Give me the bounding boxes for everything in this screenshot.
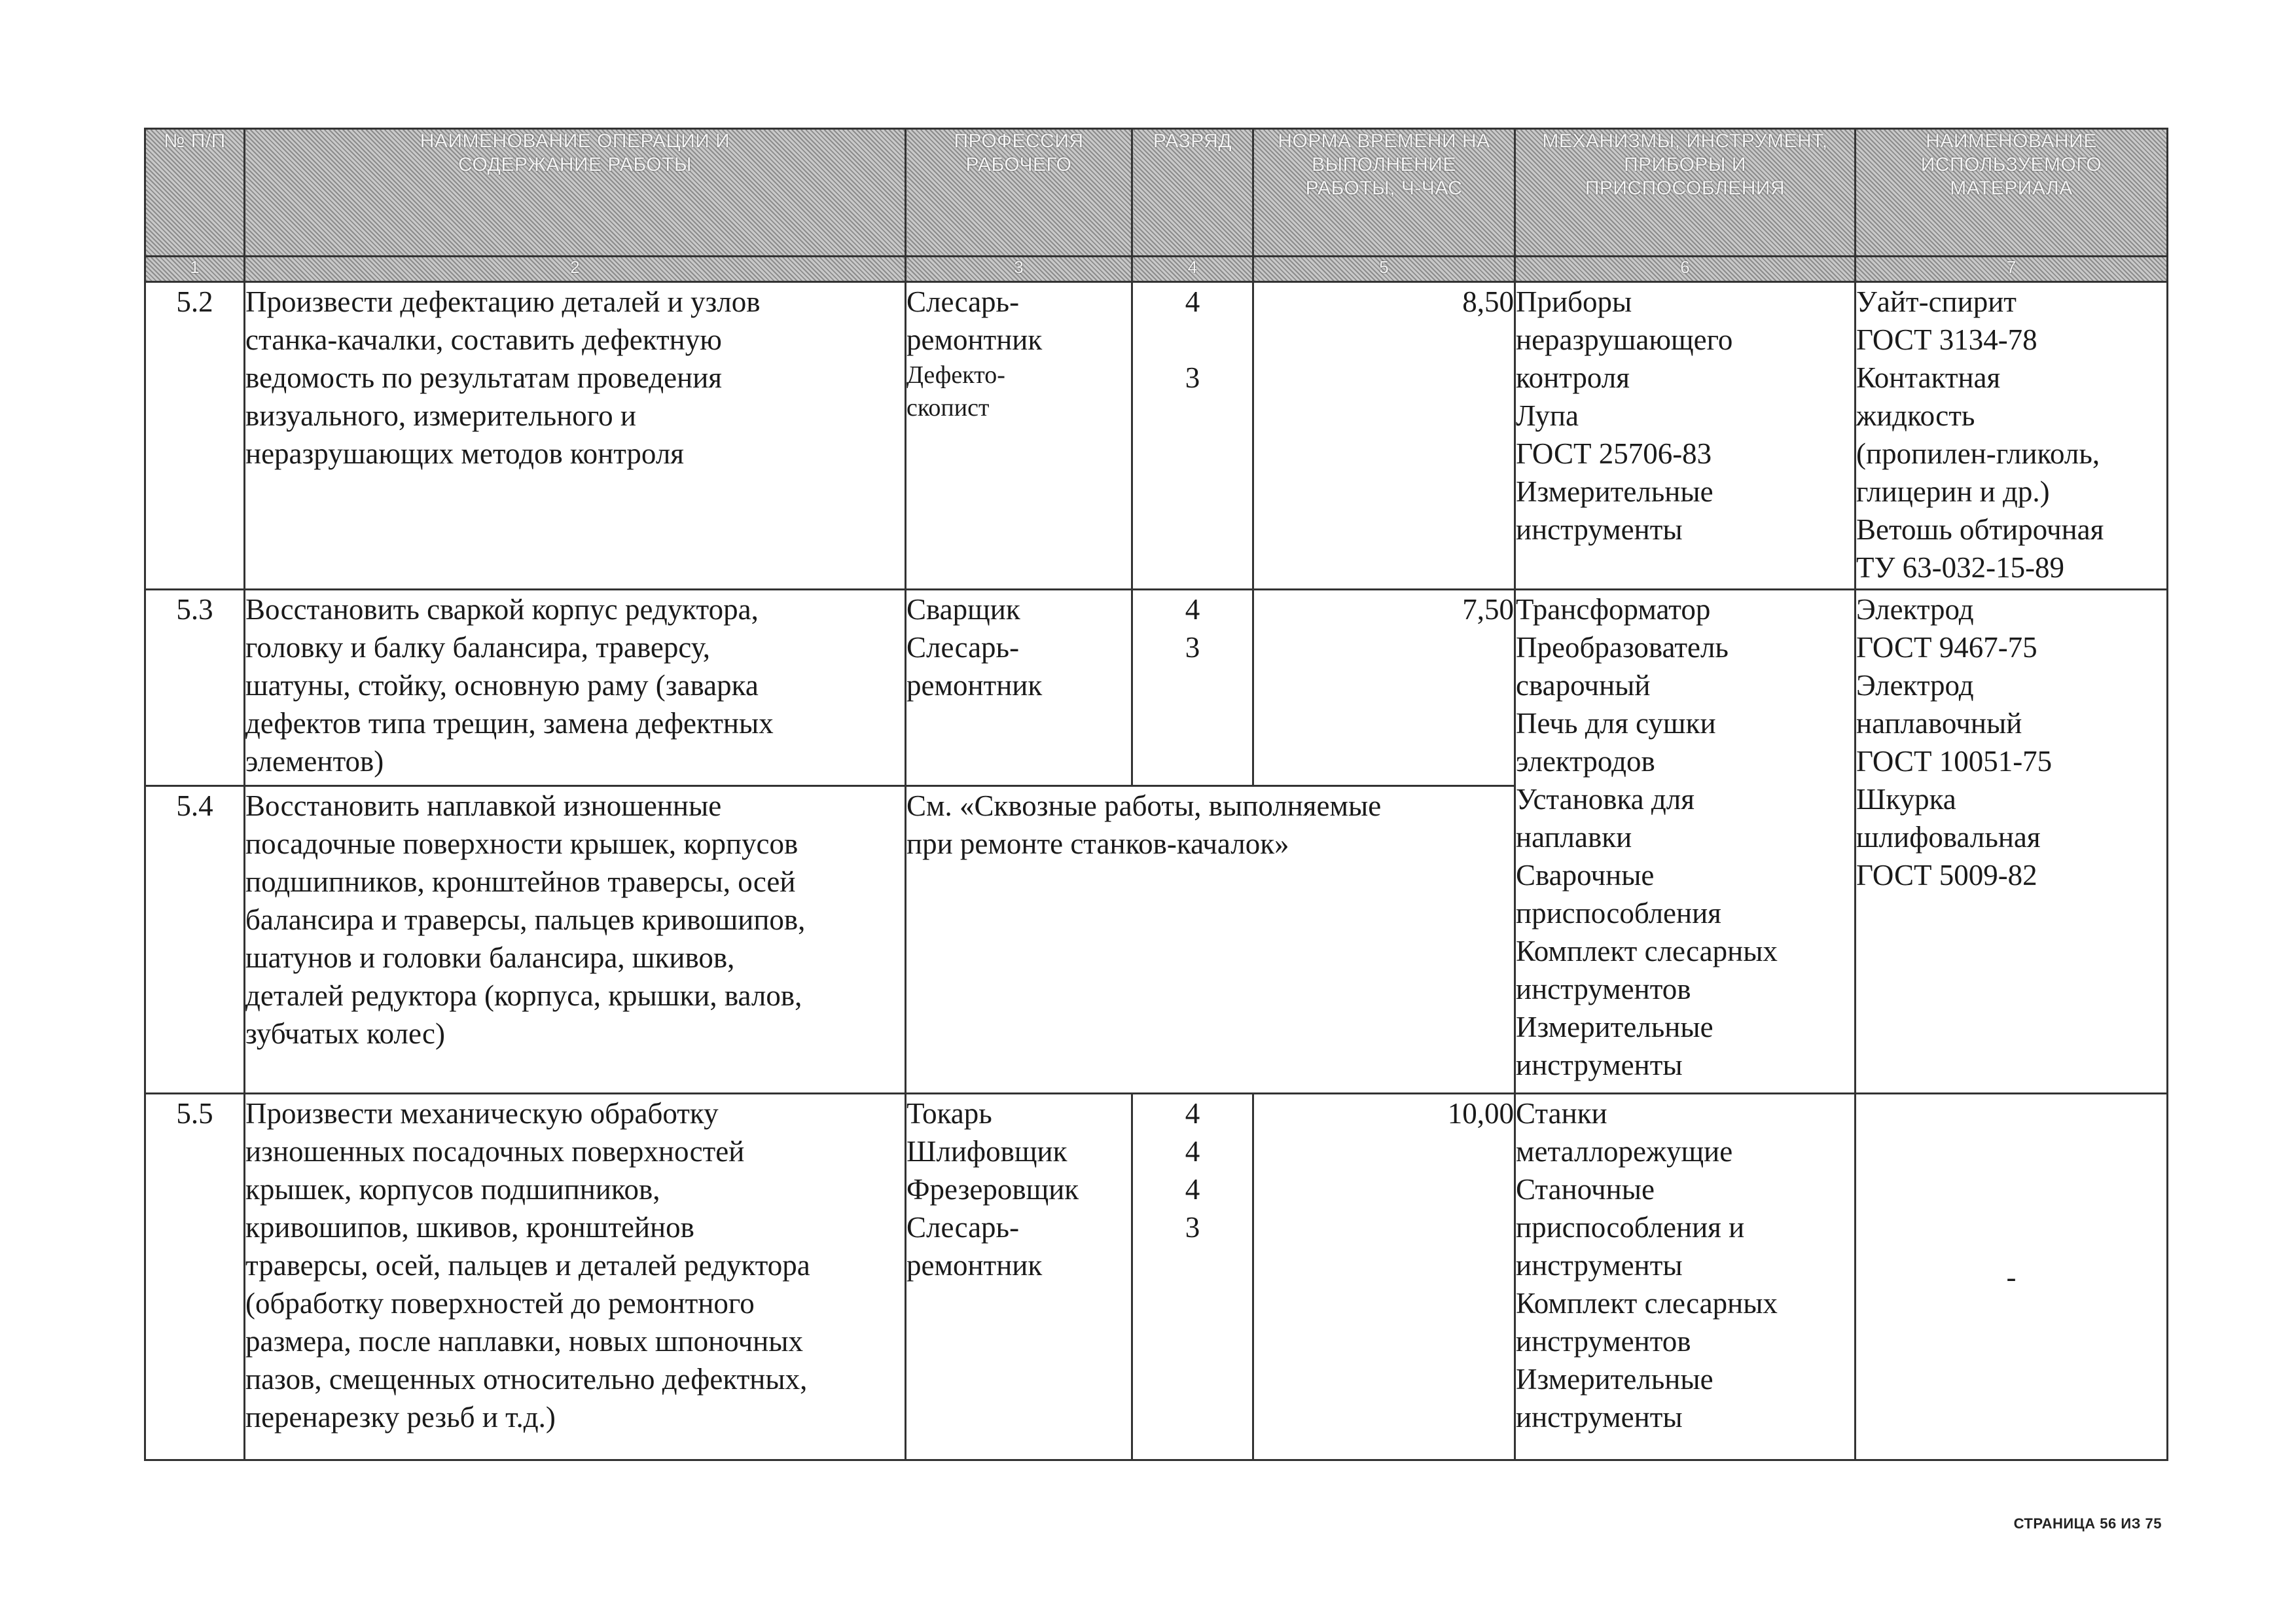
operations-table — [144, 128, 2168, 1461]
worker-rank: 4 3 — [1132, 282, 1253, 590]
column-number: 5 — [1253, 257, 1515, 282]
tools-list: Приборы неразрушающего контроля Лупа ГОСТ 25706-83 Измерительные инструменты — [1515, 282, 1856, 590]
column-number: 2 — [245, 257, 906, 282]
time-norm: 7,50 — [1253, 590, 1515, 786]
header-rank: РАЗРЯД — [1132, 129, 1253, 257]
header-norm: НОРМА ВРЕМЕНИ НА ВЫПОЛНЕНИЕ РАБОТЫ, Ч-ЧАС — [1253, 129, 1515, 257]
tools-list: Станки металлорежущие Станочные приспособления и инструменты Комплект слесарных инструментов Измерительные инструменты — [1515, 1094, 1856, 1460]
materials-list — [1856, 1094, 2168, 1460]
column-number: 4 — [1132, 257, 1253, 282]
row-number: 5.2 — [145, 282, 245, 590]
operation-description: Восстановить сваркой корпус редуктора, головку и балку балансира, траверсу, шатуны, стойку, основную раму (заварка дефектов типа трещин, замена дефектных элементов) — [245, 590, 906, 786]
worker-profession: Токарь Шлифовщик Фрезеровщик Слесарь- ремонтник — [906, 1094, 1132, 1460]
materials-list: Уайт-спирит ГОСТ 3134-78 Контактная жидкость (пропилен-гликоль, глицерин и др.) Ветошь обтирочная ТУ 63-032-15-89 — [1856, 282, 2168, 590]
operations-table-wrap — [144, 128, 2166, 1461]
row-number: 5.5 — [145, 1094, 245, 1460]
table-row-5-5 — [145, 1094, 2168, 1460]
column-number: 3 — [906, 257, 1132, 282]
cross-reference-note: См. «Сквозные работы, выполняемые при ремонте станков-качалок» — [906, 786, 1515, 1094]
column-number-row — [145, 257, 2168, 282]
row-number: 5.4 — [145, 786, 245, 1094]
materials-list: Электрод ГОСТ 9467-75 Электрод наплавочный ГОСТ 10051-75 Шкурка шлифовальная ГОСТ 5009-82 — [1856, 590, 2168, 1094]
header-operation: НАИМЕНОВАНИЕ ОПЕРАЦИИ И СОДЕРЖАНИЕ РАБОТЫ — [245, 129, 906, 257]
time-norm: 10,00 — [1253, 1094, 1515, 1460]
worker-profession: Слесарь- ремонтник Дефекто- скопист — [906, 282, 1132, 590]
time-norm: 8,50 — [1253, 282, 1515, 590]
worker-profession: Сварщик Слесарь- ремонтник — [906, 590, 1132, 786]
worker-rank: 4 4 4 3 — [1132, 1094, 1253, 1460]
header-num: № П/П — [145, 129, 245, 257]
worker-rank: 4 3 — [1132, 590, 1253, 786]
header-row — [145, 129, 2168, 257]
table-row-5-3 — [145, 590, 2168, 786]
empty-material-dash: - — [2006, 1261, 2017, 1293]
page-number: СТРАНИЦА 56 ИЗ 75 — [2013, 1515, 2162, 1532]
tools-list: Трансформатор Преобразователь сварочный Печь для сушки электродов Установка для наплавки Сварочные приспособления Комплект слесарных инструментов Измерительные инструменты — [1515, 590, 1856, 1094]
operation-description: Восстановить наплавкой изношенные посадочные поверхности крышек, корпусов подшипников, кронштейнов траверсы, осей балансира и траверсы, пальцев кривошипов, шатунов и головки балансира, шкивов, деталей редуктора (корпуса, крышки, валов, зубчатых колес) — [245, 786, 906, 1094]
table-row-5-2 — [145, 282, 2168, 590]
header-tools: МЕХАНИЗМЫ, ИНСТРУМЕНТ, ПРИБОРЫ И ПРИСПОСОБЛЕНИЯ — [1515, 129, 1856, 257]
operation-description: Произвести дефектацию деталей и узлов станка-качалки, составить дефектную ведомость по результатам проведения визуального, измерительного и неразрушающих методов контроля — [245, 282, 906, 590]
header-material: НАИМЕНОВАНИЕ ИСПОЛЬЗУЕМОГО МАТЕРИАЛА — [1856, 129, 2168, 257]
column-number: 7 — [1856, 257, 2168, 282]
operation-description: Произвести механическую обработку изношенных посадочных поверхностей крышек, корпусов подшипников, кривошипов, шкивов, кронштейнов траверсы, осей, пальцев и деталей редуктора (обработку поверхностей до ремонтного размера, после наплавки, новых шпоночных пазов, смещенных относительно дефектных, перенарезку резьб и т.д.) — [245, 1094, 906, 1460]
column-number: 6 — [1515, 257, 1856, 282]
header-profession: ПРОФЕССИЯ РАБОЧЕГО — [906, 129, 1132, 257]
column-number: 1 — [145, 257, 245, 282]
row-number: 5.3 — [145, 590, 245, 786]
